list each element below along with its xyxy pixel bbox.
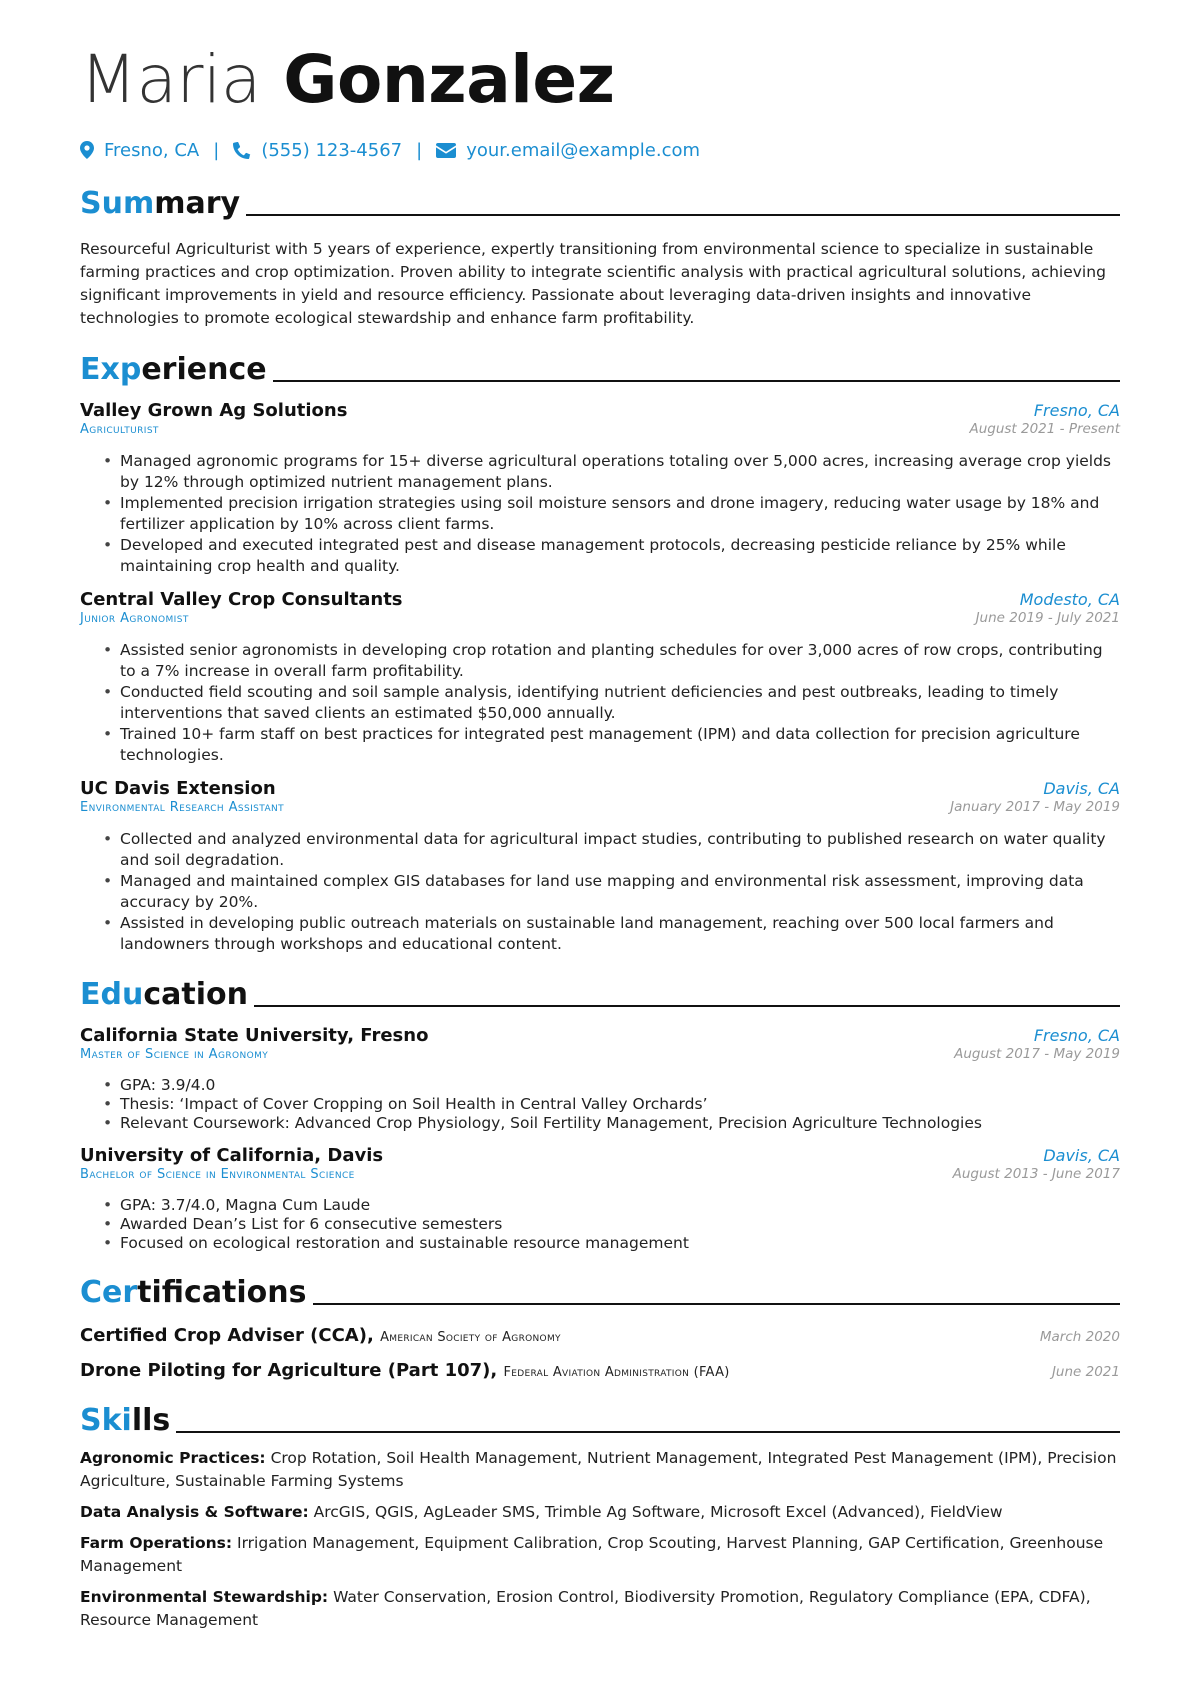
section-header-skills	[80, 1395, 1120, 1439]
skill-group	[80, 1586, 1120, 1632]
certification-entry: Certified Crop Adviser (CCA), American Society of Agronomy March 2020	[80, 1325, 1120, 1346]
education-entry	[80, 1145, 1120, 1253]
employer-name: Valley Grown Ag Solutions	[80, 400, 348, 421]
map-pin-icon	[80, 141, 94, 159]
job-dates: June 2019 - July 2021	[975, 610, 1120, 626]
envelope-icon	[436, 143, 456, 158]
job-location: Modesto, CA	[1019, 590, 1120, 609]
contact-separator: |	[416, 139, 423, 161]
skill-values: Irrigation Management, Equipment Calibration, Crop Scouting, Harvest Planning, GAP Certification, Greenhouse Management	[80, 1534, 1104, 1575]
job-dates: January 2017 - May 2019	[950, 799, 1120, 815]
skill-group	[80, 1447, 1120, 1493]
email-link[interactable]: your.email@example.com	[466, 139, 701, 161]
experience-entry	[80, 589, 1120, 766]
certification-date: June 2021	[1051, 1364, 1120, 1380]
bullet-item: • Relevant Coursework: Advanced Crop Physiology, Soil Fertility Management, Precision Agriculture Technologies	[120, 1114, 1120, 1133]
bullet-item: • GPA: 3.7/4.0, Magna Cum Laude	[120, 1196, 1120, 1215]
certification-entry: Drone Piloting for Agriculture (Part 107), Federal Aviation Administration (FAA) June 2021	[80, 1360, 1120, 1381]
contact-separator: |	[213, 139, 220, 161]
last-name: Gonzalez	[283, 41, 615, 118]
skill-group	[80, 1532, 1120, 1578]
skill-values: Crop Rotation, Soil Health Management, Nutrient Management, Integrated Pest Management (IPM), Precision Agriculture, Sustainable Farming Systems	[80, 1449, 1117, 1490]
section-title: Experience	[80, 352, 267, 387]
certification-issuer: Federal Aviation Administration (FAA)	[503, 1365, 730, 1380]
education-entry	[80, 1025, 1120, 1133]
skill-label: Data Analysis & Software:	[80, 1503, 309, 1521]
certification-name: Certified Crop Adviser (CCA)	[80, 1325, 367, 1346]
candidate-name	[80, 40, 1120, 120]
skill-group	[80, 1501, 1120, 1524]
job-bullets	[80, 829, 1120, 955]
skill-label: Agronomic Practices:	[80, 1449, 266, 1467]
degree-title: Bachelor of Science in Environmental Science	[80, 1167, 355, 1182]
location-text: Fresno, CA	[104, 139, 200, 161]
job-title: Agriculturist	[80, 422, 159, 437]
summary-text: Resourceful Agriculturist with 5 years of experience, expertly transitioning from environmental science to specialize in sustainable farming practices and crop optimization. Proven ability to integrate scientific analysis with practical agricultural solutions, achieving significant improvements in yield and resource efficiency. Passionate about leveraging data-driven insights and innovative technologies to promote ecological stewardship and enhance farm profitability.	[80, 240, 1106, 327]
education-dates: August 2017 - May 2019	[954, 1046, 1120, 1062]
section-header-education	[80, 969, 1120, 1013]
school-location: Davis, CA	[1043, 1146, 1120, 1165]
bullet-item: • Assisted senior agronomists in developing crop rotation and planting schedules for over 3,000 acres of row crops, contributing to a 7% increase in overall farm profitability.	[120, 640, 1120, 682]
resume-page	[80, 40, 1120, 1632]
employer-name: Central Valley Crop Consultants	[80, 589, 403, 610]
contact-bar	[80, 136, 1120, 164]
employer-name: UC Davis Extension	[80, 778, 276, 799]
job-title: Junior Agronomist	[80, 611, 189, 626]
phone-icon	[233, 141, 251, 159]
education-dates: August 2013 - June 2017	[952, 1166, 1120, 1182]
section-title: Skills	[80, 1403, 171, 1438]
school-location: Fresno, CA	[1033, 1026, 1120, 1045]
section-header-experience	[80, 344, 1120, 388]
skill-label: Farm Operations:	[80, 1534, 233, 1552]
contact-location	[80, 140, 199, 161]
contact-phone[interactable]	[233, 140, 402, 161]
bullet-item: • Managed and maintained complex GIS databases for land use mapping and environmental risk assessment, improving data accuracy by 20%.	[120, 871, 1120, 913]
certification-date: March 2020	[1039, 1329, 1120, 1345]
job-location: Davis, CA	[1043, 779, 1120, 798]
bullet-item: • Developed and executed integrated pest and disease management protocols, decreasing pesticide reliance by 25% while maintaining crop health and quality.	[120, 535, 1120, 577]
bullet-item: • Awarded Dean’s List for 6 consecutive semesters	[120, 1215, 1120, 1234]
bullet-item: • Implemented precision irrigation strategies using soil moisture sensors and drone imagery, reducing water usage by 18% and fertilizer application by 10% across client farms.	[120, 493, 1120, 535]
bullet-item: • Managed agronomic programs for 15+ diverse agricultural operations totaling over 5,000 acres, increasing average crop yields by 12% through optimized nutrient management plans.	[120, 451, 1120, 493]
experience-entry	[80, 400, 1120, 577]
bullet-item: • GPA: 3.9/4.0	[120, 1076, 1120, 1095]
job-dates: August 2021 - Present	[969, 421, 1120, 437]
bullet-item: • Trained 10+ farm staff on best practices for integrated pest management (IPM) and data collection for precision agriculture technologies.	[120, 724, 1120, 766]
skill-label: Environmental Stewardship:	[80, 1588, 329, 1606]
section-title: Certifications	[80, 1275, 307, 1310]
degree-title: Master of Science in Agronomy	[80, 1047, 269, 1062]
job-bullets	[80, 451, 1120, 577]
section-rule	[273, 380, 1120, 382]
job-title: Environmental Research Assistant	[80, 800, 285, 815]
bullet-item: • Collected and analyzed environmental data for agricultural impact studies, contributing to published research on water quality and soil degradation.	[120, 829, 1120, 871]
bullet-item: • Assisted in developing public outreach materials on sustainable land management, reaching over 500 local farmers and landowners through workshops and educational content.	[120, 913, 1120, 955]
school-name: California State University, Fresno	[80, 1025, 429, 1046]
section-title: Summary	[80, 186, 241, 221]
job-bullets	[80, 640, 1120, 766]
experience-entry	[80, 778, 1120, 955]
section-header-certifications	[80, 1267, 1120, 1311]
section-rule	[313, 1303, 1120, 1305]
certification-name: Drone Piloting for Agriculture (Part 107)	[80, 1360, 491, 1381]
skill-values: Water Conservation, Erosion Control, Biodiversity Promotion, Regulatory Compliance (EPA, CDFA), Resource Management	[80, 1588, 1091, 1629]
section-header-summary	[80, 178, 1120, 222]
bullet-item: • Thesis: ‘Impact of Cover Cropping on Soil Health in Central Valley Orchards’	[120, 1095, 1120, 1114]
education-bullets	[80, 1196, 1120, 1253]
section-title: Education	[80, 977, 248, 1012]
school-name: University of California, Davis	[80, 1145, 384, 1166]
bullet-item: • Conducted field scouting and soil sample analysis, identifying nutrient deficiencies and pest outbreaks, leading to timely interventions that saved clients an estimated $50,000 annually.	[120, 682, 1120, 724]
phone-text: (555) 123-4567	[261, 139, 403, 161]
section-rule	[176, 1431, 1120, 1433]
skill-values: ArcGIS, QGIS, AgLeader SMS, Trimble Ag Software, Microsoft Excel (Advanced), FieldView	[313, 1503, 1003, 1521]
bullet-item: • Focused on ecological restoration and sustainable resource management	[120, 1234, 1120, 1253]
first-name: Maria	[80, 41, 261, 118]
education-bullets	[80, 1076, 1120, 1133]
section-rule	[254, 1005, 1120, 1007]
certification-issuer: American Society of Agronomy	[380, 1330, 561, 1345]
section-rule	[246, 214, 1120, 216]
job-location: Fresno, CA	[1033, 401, 1120, 420]
contact-email[interactable]	[436, 140, 700, 161]
